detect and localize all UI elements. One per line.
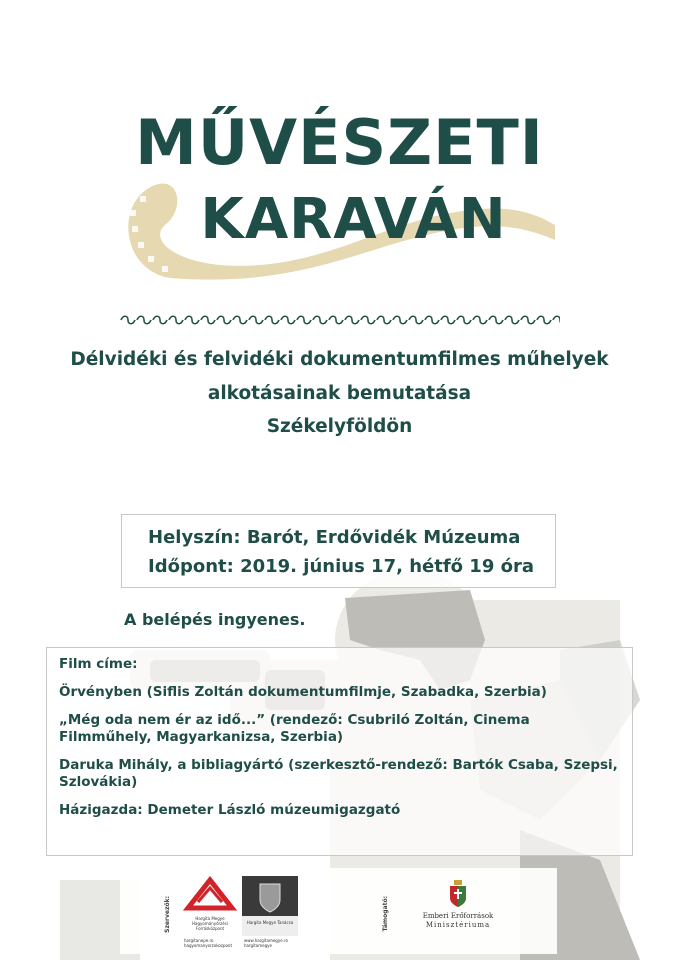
event-info-box — [121, 514, 556, 588]
organizers-label: Szervezők: — [164, 896, 171, 933]
film-item: „Még oda nem ér az idő...” (rendező: Csubriló Zoltán, Cinema Filmműhely, Magyarkanizsa, Szerbia) — [59, 712, 530, 745]
film-list-heading: Film címe: — [59, 656, 138, 672]
date-text: Időpont: 2019. június 17, hétfő 19 óra — [148, 556, 534, 577]
subtitle-line3: Székelyföldön — [266, 416, 413, 437]
ornamental-divider — [120, 314, 560, 326]
logo2-caption: Hargita Megye Tanácsa — [246, 920, 294, 925]
poster-title-line1: MŰVÉSZETI — [135, 106, 544, 179]
sponsors-strip — [120, 868, 557, 954]
organizer-links-1 — [184, 938, 232, 948]
poster-title-line2: KARAVÁN — [200, 187, 507, 252]
link-text: www.hargitamegye.ro — [244, 938, 288, 943]
subtitle-line1: Délvidéki és felvidéki dokumentumfilmes műhelyek — [70, 349, 609, 370]
link-text: hagyomanyorzokozpont — [184, 943, 233, 948]
ministry-logo — [398, 880, 518, 940]
organizer-links-2 — [244, 938, 288, 948]
county-coat-of-arms-icon — [242, 876, 298, 916]
ministry-name-line1: Emberi Erőforrások — [422, 912, 494, 920]
link-text: hargitamegye — [244, 943, 272, 948]
hungarian-coat-of-arms-icon — [448, 880, 468, 908]
subtitle-line2: alkotásainak bemutatása — [207, 383, 472, 404]
location-text: Helyszín: Barót, Erdővidék Múzeuma — [148, 527, 521, 548]
supporters-label: Támogató: — [382, 896, 389, 932]
organizer-logo-1 — [182, 876, 238, 936]
free-entry-text: A belépés ingyenes. — [124, 610, 306, 629]
host-text: Házigazda: Demeter László múzeumigazgató — [59, 802, 401, 818]
logo1-caption: Hargita Megye Hagyományőrzési Forrásközpont — [192, 916, 228, 931]
red-triangle-logo-icon — [182, 876, 238, 912]
ministry-name-line2: Minisztériuma — [425, 921, 491, 929]
film-list-box — [46, 647, 633, 856]
link-text: hargitanepe.ro — [184, 938, 214, 943]
film-item: Daruka Mihály, a bibliagyártó (szerkesztő-rendező: Bartók Csaba, Szepsi, Szlovákia) — [59, 757, 618, 790]
film-item: Örvényben (Siflis Zoltán dokumentumfilmje, Szabadka, Szerbia) — [59, 684, 547, 700]
organizer-logo-2 — [242, 876, 298, 936]
